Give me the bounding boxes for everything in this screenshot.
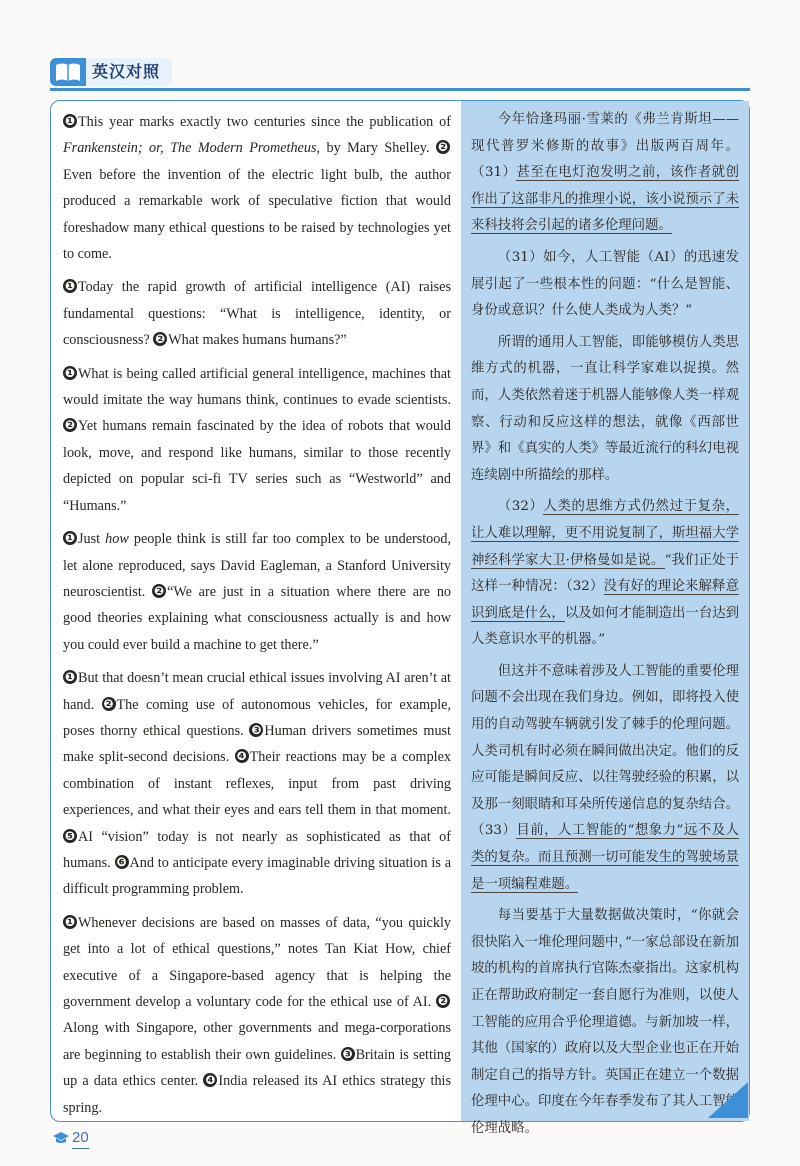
english-paragraph-1: ❶ This year marks exactly two centuries since the publication of Frankenstein; or, The Modern Prometheus, by Mary Shelley. ❷Even before the invention of the electric light bulb, the author produced a remarkable work of speculative fiction that would foreshadow many ethical questions to be raised by technologies yet to come.: [63, 114, 451, 263]
sentence-marker-4: ❹: [205, 1073, 216, 1088]
english-paragraph-4: ❶ Just how people think is still far too complex to be understood, let alone reproduced, says David Eagleman, a Stanford University neuroscientist. ❷ “We are just in a situation where there are no good theories explaining what consciousness actually is and how you could ever build a machine to get there.”: [63, 531, 452, 653]
underlined-translation: 甚至在电灯泡发明之前，该作者就创作出了这部非凡的推理小说，该小说预示了未来科技将会引起的诸多伦理问题。: [471, 165, 740, 234]
mortarboard-icon: [52, 1132, 70, 1144]
sentence-marker-1: ❶: [64, 279, 76, 294]
sentence-marker-2: ❷: [155, 332, 166, 347]
english-paragraph-3: ❶ What is being called artificial general intelligence, machines that would imitate the way humans think, continues to evade scientists. ❷ Yet humans remain fascinated by the idea of robots that would look, move, and respond like humans, similar to those recently depicted on popular sci-fi TV series such as “Westworld” and “Humans.”: [63, 365, 451, 514]
english-paragraph-5: ❶ But that doesn’t mean crucial ethical issues involving AI aren’t at hand. ❷ The coming use of autonomous vehicles, for example, poses thorny ethical questions. ❸ Human drivers sometimes must make split-second decisions. ❹ Their reactions may be a complex combination of instant reflexes, input from past driving experiences, and what their eyes and ears tell them in that moment. ❺ AI “vision” today is not nearly as sophisticated as that of humans. ❻ And to anticipate every imaginable driving situation is a difficult programming problem.: [63, 670, 452, 898]
page-corner-decoration: [708, 1082, 748, 1118]
english-paragraph-2: ❶ Today the rapid growth of artificial intelligence (AI) raises fundamental questions: “What is intelligence, identity, or consciousness? ❷ What makes humans humans?”: [63, 279, 451, 349]
sentence-marker-5: ❺: [64, 828, 76, 843]
section-title: 英汉对照: [86, 58, 172, 86]
underlined-translation: 目前，人工智能的“想象力”远不及人类的复杂。而且预测一切可能发生的驾驶场景是一项编程难题。: [471, 823, 739, 892]
sentence-marker-2: ❷: [437, 994, 449, 1008]
sentence-marker-2: ❷: [437, 140, 449, 155]
sentence-marker-2: ❷: [64, 418, 76, 433]
page-number: 20: [72, 1128, 89, 1149]
chinese-paragraph-4: （32）人类的思维方式仍然过于复杂，让人难以理解，更不用说复制了，斯坦福大学神经科学家大卫·伊格曼如是说。“我们正处于这样一种情况：（32）没有好的理论来解释意识到底是什么，以及如何才能制造出一台达到人类意识水平的机器。”: [471, 499, 740, 648]
open-book-icon: [50, 58, 86, 86]
sentence-marker-1: ❶: [64, 670, 76, 685]
header-rule: [50, 88, 750, 91]
sentence-marker-2: ❷: [103, 696, 114, 711]
underlined-translation: 没有好的理论来解释意识到底是什么，: [471, 579, 740, 621]
sentence-marker-3: ❸: [342, 1046, 353, 1061]
book-title: Frankenstein; or, The Modern Prometheus,: [63, 140, 321, 157]
sentence-marker-1: ❶: [64, 914, 76, 929]
sentence-marker-1: ❶: [64, 114, 76, 128]
chinese-column: [461, 101, 749, 1136]
chinese-paragraph-1: 今年恰逢玛丽·雪莱的《弗兰肯斯坦——现代普罗米修斯的故事》出版两百周年。（31）甚至在电灯泡发明之前，该作者就创作出了这部非凡的推理小说，该小说预示了未来科技将会引起的诸多伦理问题。: [471, 112, 740, 234]
sentence-marker-4: ❹: [236, 749, 247, 764]
underlined-translation: 人类的思维方式仍然过于复杂，让人难以理解，更不用说复制了，斯坦福大学神经科学家大卫·伊格曼如是说。: [471, 499, 740, 568]
section-header: [50, 52, 750, 92]
chinese-paragraph-6: 每当要基于大量数据做决策时，“你就会很快陷入一堆伦理问题中，”一家总部设在新加坡的机构的首席执行官陈杰豪指出。这家机构正在帮助政府制定一套自愿行为准则，以使人工智能的应用合乎伦理道德。与新加坡一样，其他（国家的）政府以及大型企业也正在开始制定自己的指导方针。英国正在建立一个数据伦理中心。印度在今年春季发布了其人工智能伦理战略。: [471, 908, 739, 1136]
chinese-paragraph-3: 所谓的通用人工智能，即能够模仿人类思维方式的机器，一直让科学家难以捉摸。然而，人类依然着迷于机器人能够像人类一样观察、行动和反应这样的想法，就像《西部世界》和《真实的人类》等最近流行的科幻电视连续剧中所描绘的那样。: [471, 334, 739, 483]
chinese-paragraph-2: （31）如今，人工智能（AI）的迅速发展引起了一些根本性的问题：“什么是智能、身份或意识？什么使人类成为人类？”: [471, 249, 739, 319]
english-paragraph-6: ❶ Whenever decisions are based on masses of data, “you quickly get into a lot of ethical questions,” notes Tan Kiat How, chief executive of a Singapore-based agency that is helping the government develop a voluntary code for the ethical use of AI. ❷Along with Singapore, other governments and mega-corporations are beginning to establish their own guidelines. ❸ Britain is setting up a data ethics center. ❹ India released its AI ethics strategy this spring.: [63, 914, 452, 1116]
bilingual-frame: [50, 100, 750, 1136]
sentence-marker-2: ❷: [154, 583, 165, 598]
sentence-marker-6: ❻: [116, 854, 127, 869]
chinese-paragraph-5: 但这并不意味着涉及人工智能的重要伦理问题不会出现在我们身边。例如，即将投入使用的自动驾驶车辆就引发了棘手的伦理问题。人类司机有时必须在瞬间做出决定。他们的反应可能是瞬间反应、以往驾驶经验的积累，以及那一刻眼睛和耳朵所传递信息的复杂结合。（33）目前，人工智能的“想象力”远不及人类的复杂。而且预测一切可能发生的驾驶场景是一项编程难题。: [471, 663, 739, 892]
emphasis-word: how: [105, 531, 129, 548]
sentence-marker-1: ❶: [64, 531, 76, 546]
english-column: [63, 109, 451, 1128]
sentence-marker-3: ❸: [251, 722, 262, 737]
sentence-marker-1: ❶: [64, 365, 76, 380]
